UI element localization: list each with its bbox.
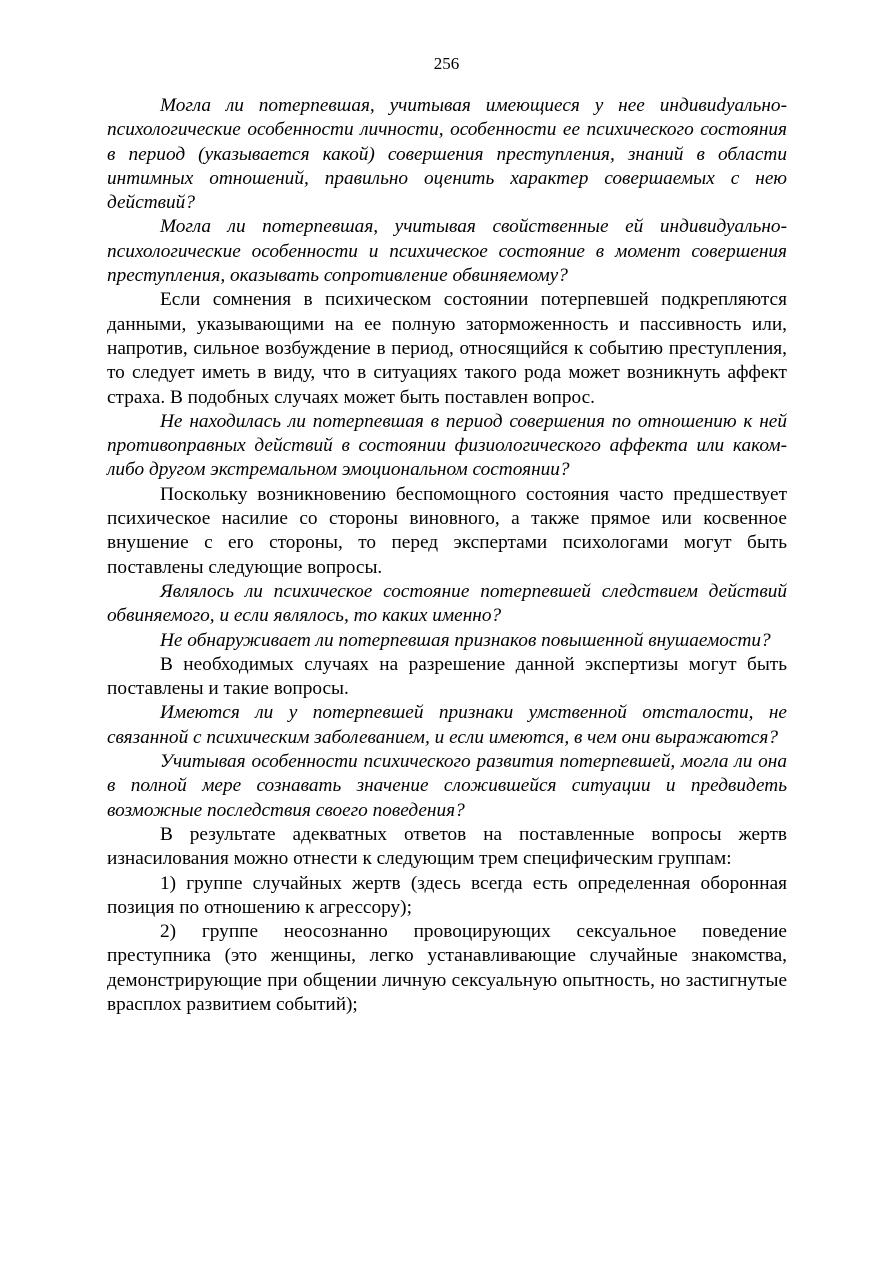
question-paragraph: Учитывая особенности психического развития потерпевшей, могла ли она в полной мере сознавать значение сложившейся ситуации и предвидеть возможные последствия своего поведения? [107,751,787,821]
body-paragraph: Если сомнения в психическом состоянии потерпевшей подкрепляются данными, указывающими на ее полную заторможенность и пассивность или, напротив, сильное возбуждение в период, относящийся к событию преступления, то следует иметь в виду, что в ситуациях такого рода может возникнуть аффект страха. В подобных случаях может быть поставлен вопрос. [107,289,787,408]
page-number: 256 [433,54,460,73]
body-paragraph: Поскольку возникновению беспомощного состояния часто предшествует психическое насилие со стороны виновного, а также прямое или косвенное внушение с его стороны, то перед экспертами психологами могут быть поставлены следующие вопросы. [107,483,787,578]
question-paragraph: Могла ли потерпевшая, учитывая имеющиеся у нее индивиdуально-психологические особенности личности, особенности ее психического состояния в период (указывается какой) совершения преступления, знаний в области интимных отношений, правильно оценить характер совершаемых с нею действий? [107,95,787,214]
list-item: 1) группе случайных жертв (здесь всегда есть определенная оборонная позиция по отношению к агрессору); [107,872,787,918]
question-paragraph: Не находилась ли потерпевшая в период совершения по отношению к ней противоправных действий в состоянии физиологического аффекта или каком-либо другом экстремальном эмоциональном состоянии? [107,410,787,481]
list-item: 2) группе неосознанно провоцирующих сексуальное поведение преступника (это женщины, легко устанавливающие случайные знакомства, демонстрирующие при общении личную сексуальную опытность, но застигнутые врасплох развитием событий); [107,921,787,1015]
body-paragraph: В результате адекватных ответов на поставленные вопросы жертв изнасилования можно отнести к следующим трем специфическим группам: [107,823,787,870]
question-paragraph: Являлось ли психическое состояние потерпевшей следствием действий обвиняемого, и если являлось, то каких именно? [107,580,787,627]
question-paragraph: Имеются ли у потерпевшей признаки умственной отсталости, не связанной с психическим заболеванием, и если имеются, в чем они выражаются? [107,702,787,748]
question-paragraph: Могла ли потерпевшая, учитывая свойственные ей индивидуально-психологические особенности и психическое состояние в момент совершения преступления, оказывать сопротивление обвиняемому? [107,216,787,287]
body-paragraph: В необходимых случаях на разрешение данной экспертизы могут быть поставлены и такие вопросы. [107,653,787,700]
page-body [107,94,787,1017]
question-paragraph: Не обнаруживает ли потерпевшая признаков повышенной внушаемости? [160,629,771,651]
